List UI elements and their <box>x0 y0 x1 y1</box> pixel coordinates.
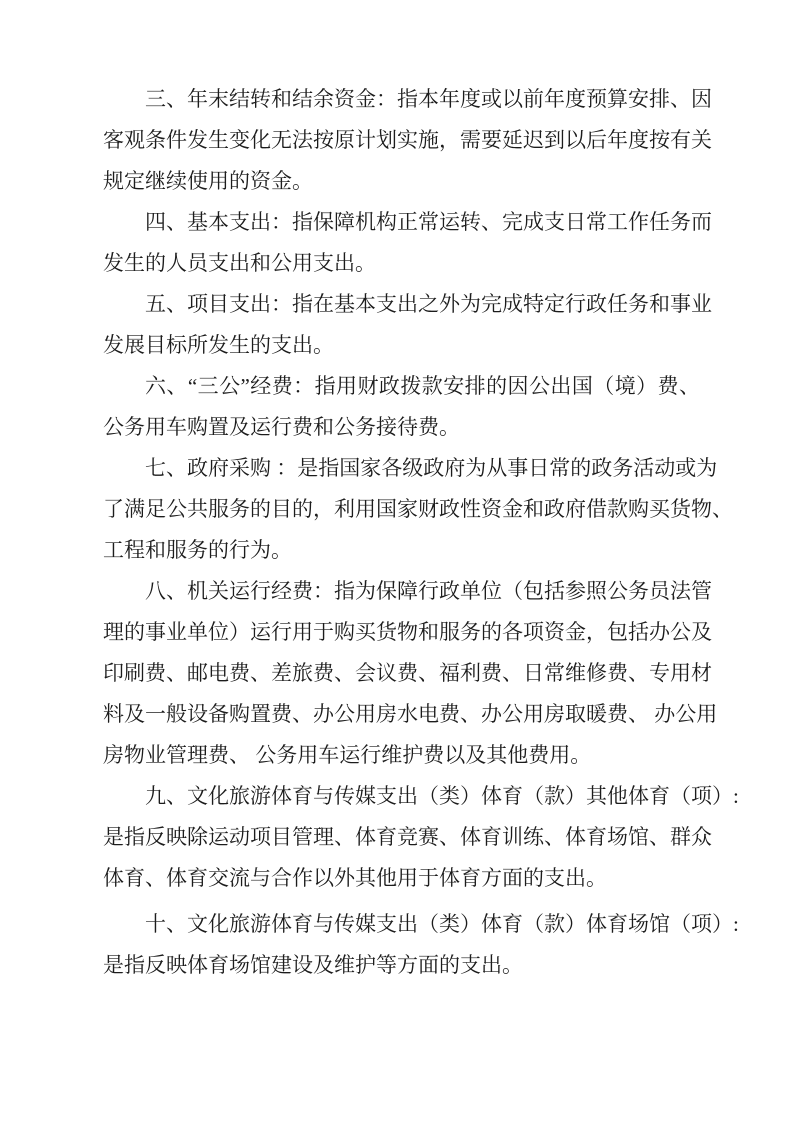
text-line: 发生的人员支出和公用支出。 <box>103 251 376 275</box>
text-line: 客观条件发生变化无法按原计划实施，需要延迟到以后年度按有关 <box>103 128 712 152</box>
text-line: 规定继续使用的资金。 <box>103 169 313 193</box>
text-line: 理的事业单位）运行用于购买货物和服务的各项资金，包括办公及 <box>103 620 712 644</box>
paragraph-item-4 <box>103 202 712 284</box>
text-line: 三、年末结转和结余资金：指本年度或以前年度预算安排、因 <box>145 87 712 111</box>
paragraph-item-5 <box>103 284 712 366</box>
text-line: 公务用车购置及运行费和公务接待费。 <box>103 415 460 439</box>
paragraph-item-3 <box>103 79 712 202</box>
text-line: 是指反映除运动项目管理、体育竞赛、体育训练、体育场馆、群众 <box>103 825 712 849</box>
text-line: 十、文化旅游体育与传媒支出（类）体育（款）体育场馆（项）: <box>145 912 739 936</box>
text-line: 工程和服务的行为。 <box>103 538 292 562</box>
paragraph-item-8 <box>103 571 718 776</box>
text-line: 发展目标所发生的支出。 <box>103 333 334 357</box>
text-line: 是指反映体育场馆建设及维护等方面的支出。 <box>103 953 523 977</box>
text-line: 体育、体育交流与合作以外其他用于体育方面的支出。 <box>103 866 607 890</box>
text-line: 料及一般设备购置费、办公用房水电费、办公用房取暖费、 办公用 <box>103 702 718 726</box>
text-line: 房物业管理费、 公务用车运行维护费以及其他费用。 <box>103 743 592 767</box>
paragraph-item-10 <box>103 904 739 986</box>
text-line: 印刷费、邮电费、差旅费、会议费、福利费、日常维修费、专用材 <box>103 661 712 685</box>
paragraph-item-7 <box>103 448 733 571</box>
paragraph-item-6 <box>103 366 700 448</box>
paragraph-item-9 <box>103 776 739 899</box>
text-line: 五、项目支出：指在基本支出之外为完成特定行政任务和事业 <box>145 292 712 316</box>
text-line: 六、“三公”经费：指用财政拨款安排的因公出国（境）费、 <box>145 374 700 398</box>
text-line: 八、机关运行经费：指为保障行政单位（包括参照公务员法管 <box>145 579 712 603</box>
text-line: 了满足公共服务的目的，利用国家财政性资金和政府借款购买货物、 <box>103 497 733 521</box>
text-line: 四、基本支出：指保障机构正常运转、完成支日常工作任务而 <box>145 210 712 234</box>
text-line: 九、文化旅游体育与传媒支出（类）体育（款）其他体育（项）: <box>145 784 739 808</box>
definitions-list <box>103 79 739 986</box>
text-line: 七、政府采购 ：是指国家各级政府为从事日常的政务活动或为 <box>145 456 718 480</box>
